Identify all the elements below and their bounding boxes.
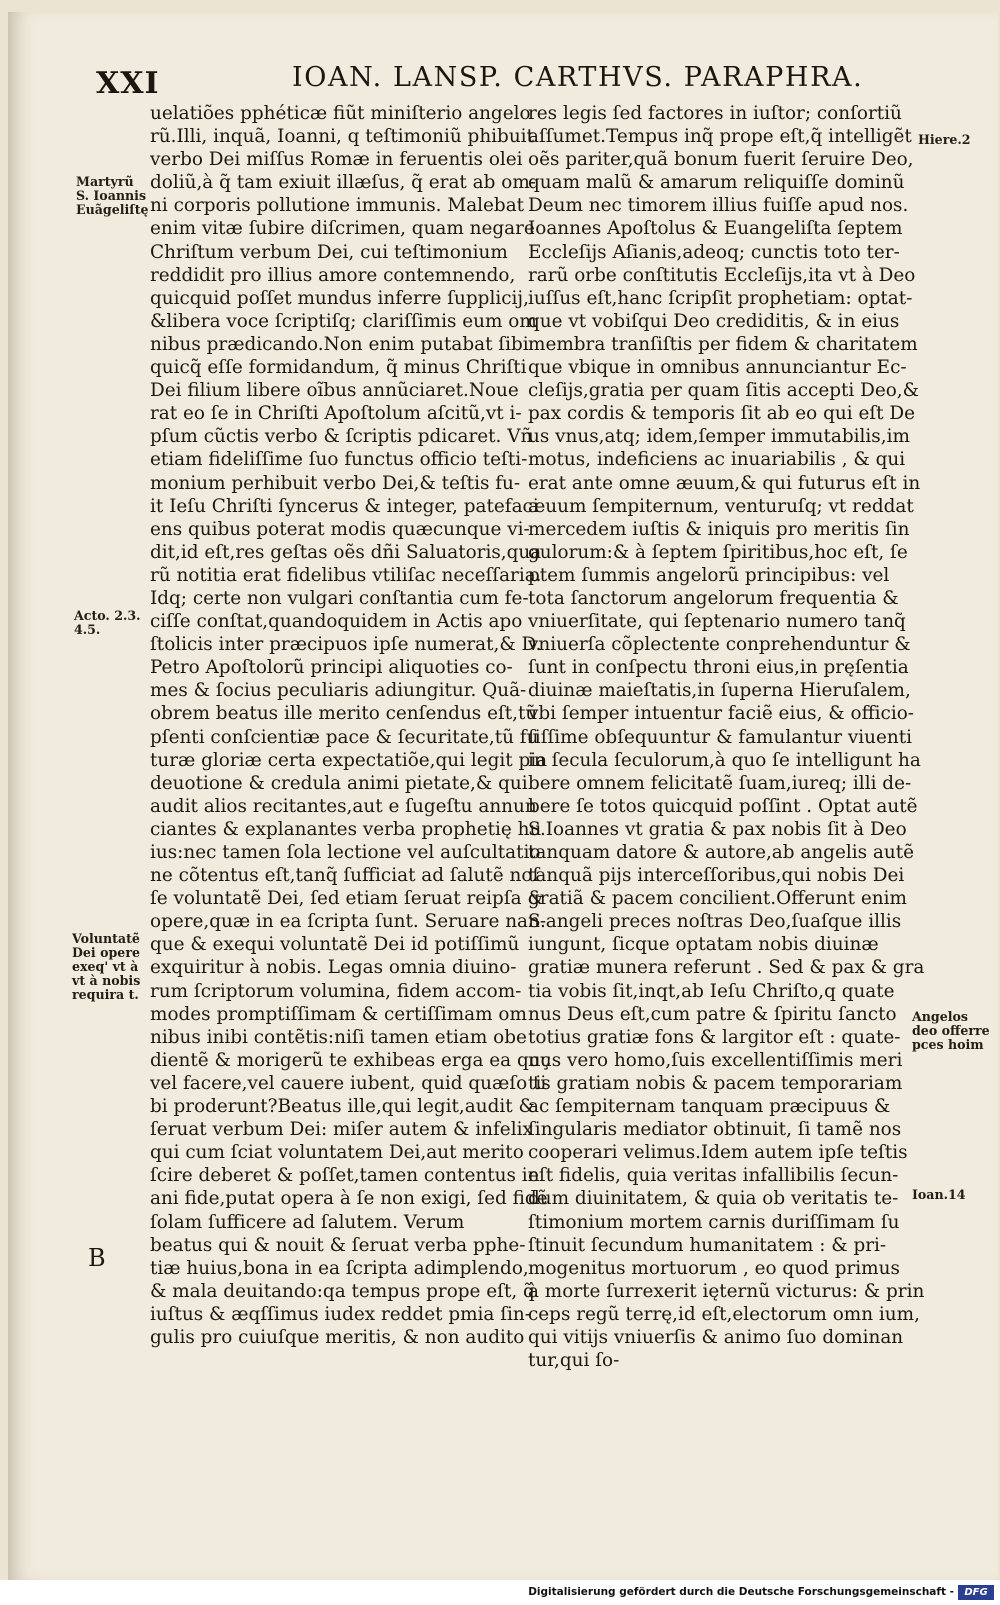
text-line: ſeruat verbum Dei: miſer autem & infelix bbox=[150, 1119, 533, 1141]
text-line: rũ notitia erat fidelibus vtiliſac neceſſaria. bbox=[150, 564, 542, 586]
margin-note-line: requira t. bbox=[72, 987, 139, 1002]
text-line: verbo Dei miſſus Romæ in feruentis olei bbox=[150, 149, 523, 171]
text-line: gulis pro cuiuſque meritis, & non audito bbox=[150, 1326, 525, 1348]
text-line: ne cõtentus eſt,tanq̃ ſufficiat ad ſalutẽ noſ bbox=[150, 865, 540, 887]
text-line: quicq̃ eſſe formidandum, q̃ minus Chriſti bbox=[150, 357, 527, 379]
margin-note-line: Ioan.14 bbox=[912, 1187, 966, 1202]
text-line: dit,id eſt,res geſtas oẽs dñi Saluatoris,qua bbox=[150, 541, 542, 563]
text-line: pax cordis & temporis ſit ab eo qui eſt De bbox=[528, 403, 915, 425]
text-line: qui cum ſciat voluntatem Dei,aut merito bbox=[150, 1142, 524, 1164]
text-line: ſolam ſufficere ad ſalutem. Verum bbox=[150, 1211, 465, 1233]
margin-note-line: Voluntatẽ bbox=[72, 931, 140, 946]
text-line: doliũ,à q̃ tam exiuit illæſus, q̃ erat ab om- bbox=[150, 172, 536, 194]
text-line: oẽs pariter,quã bonum fuerit ſeruire Deo, bbox=[528, 149, 914, 171]
text-line: dum diuinitatem, & quia ob veritatis te- bbox=[528, 1188, 899, 1210]
text-line: Ioannes Apoſtolus & Euangeliſta ſeptem bbox=[528, 218, 903, 240]
running-title: IOAN. LANSP. CARTHVS. PARAPHRA. bbox=[292, 62, 864, 93]
text-line: iungunt, ſicque optatam nobis diuinæ bbox=[528, 934, 879, 956]
text-line: rarũ orbe conſtitutis Eccleſijs,ita vt à Deo bbox=[528, 264, 916, 286]
text-line: ius:nec tamen ſola lectione vel auſcultatio bbox=[150, 842, 541, 863]
text-line: mes & ſocius peculiaris adiungitur. Quã- bbox=[150, 680, 527, 702]
footer-credit: Digitalisierung gefördert durch die Deutsche Forschungsgemeinschaft - bbox=[528, 1586, 954, 1598]
text-line: motus, indeficiens ac inuariabilis , & qui bbox=[528, 449, 906, 471]
text-line: à morte ſurrexerit ięternũ victurus: & prin bbox=[528, 1280, 925, 1302]
text-line: vniuerſa cõplectente conprehenduntur & bbox=[528, 634, 911, 656]
text-line: enim vitæ ſubire diſcrimen, quam negare bbox=[150, 218, 535, 240]
text-line: rũ.Illi, inquã, Ioanni, q teſtimoniũ phibuit bbox=[150, 126, 534, 148]
text-line: tia vobis ſit,inqt,ab Ieſu Chriſto,q quate bbox=[528, 980, 895, 1002]
text-line: dientẽ & morigerũ te exhibeas erga ea quç bbox=[150, 1049, 551, 1071]
text-line: ani fide,putat opera à ſe non exigi, ſed fidẽ bbox=[150, 1188, 548, 1210]
text-line: bere ſe totos quicquid poſſint . Optat autẽ bbox=[528, 795, 918, 817]
text-line: uelatiões pphéticæ fiũt miniſterio angelo bbox=[150, 103, 531, 124]
text-line: que vbique in omnibus annunciantur Ec- bbox=[528, 357, 907, 379]
text-line: totius gratiæ fons & largitor eſt : quate- bbox=[528, 1026, 901, 1048]
text-line: in ſecula ſeculorum,à quo ſe intelligunt ha bbox=[528, 749, 921, 771]
text-line: tota ſanctorum angelorum frequentia & bbox=[528, 587, 899, 609]
text-line: quicquid poſſet mundus inferre ſupplicij, bbox=[150, 287, 529, 309]
dfg-logo: DFG bbox=[958, 1585, 994, 1600]
margin-note-line: 4.5. bbox=[74, 622, 101, 637]
text-line: rum ſcriptorum volumina, fidem accom- bbox=[150, 980, 522, 1002]
margin-note-john bbox=[912, 1188, 966, 1202]
text-line: ac ſempiternam tanquam præcipuus & bbox=[528, 1096, 891, 1118]
text-line: Eccleſijs Aſianis,adeoq; cunctis toto ter- bbox=[528, 241, 900, 263]
text-line: vel facere,vel cauere iubent, quid quæſo ti bbox=[150, 1072, 547, 1094]
folio-number: XXI bbox=[96, 66, 160, 101]
signature-mark: B bbox=[88, 1244, 106, 1272]
text-line: tiæ huius,bona in ea ſcripta adimplendo, bbox=[150, 1257, 529, 1279]
text-line: ſunt in conſpectu throni eius,in pręſentia bbox=[528, 657, 909, 679]
text-line: ciantes & explanantes verba prophetię hu bbox=[150, 818, 542, 840]
text-line: ſe voluntatẽ Dei, ſed etiam ſeruat reipſa & bbox=[150, 888, 544, 910]
text-line: cooperari velimus.Idem autem ipſe teſtis bbox=[528, 1142, 908, 1164]
text-line: que vt vobiſqui Deo crediditis, & in eius bbox=[528, 310, 900, 332]
text-line: ſtinuit ſecundum humanitatem : & pri- bbox=[528, 1234, 887, 1256]
margin-note-line: Hiere.2 bbox=[918, 132, 971, 147]
text-line: æuum ſempiternum, venturuſq; vt reddat bbox=[528, 495, 914, 517]
text-line: Deum nec timorem illius fuiſſe apud nos. bbox=[528, 195, 909, 217]
text-line: beatus qui & nouit & ſeruat verba pphe- bbox=[150, 1234, 526, 1256]
text-line: tis gratiam nobis & pacem temporariam bbox=[528, 1072, 903, 1094]
text-line: it Ieſu Chriſti ſyncerus & integer, patefaci bbox=[150, 495, 539, 517]
margin-note-line: Euãgeliſtę bbox=[76, 202, 149, 217]
left-text-column bbox=[150, 102, 551, 1349]
text-line: tanquã pijs interceſſoribus,qui nobis Dei bbox=[528, 865, 905, 887]
margin-note-jeremiah bbox=[918, 133, 971, 147]
text-line: pſum cũctis verbo & ſcriptis pdicaret. Vñ bbox=[150, 426, 533, 448]
text-line: opere,quæ in ea ſcripta ſunt. Seruare nan- bbox=[150, 911, 547, 933]
text-line: ſcire deberet & poſſet,tamen contentus in bbox=[150, 1165, 540, 1187]
text-line: cleſijs,gratia per quam ſitis accepti Deo,& bbox=[528, 380, 920, 402]
text-line: res legis ſed factores in iuſtor; conſortiũ bbox=[528, 103, 902, 124]
text-line: monium perhibuit verbo Dei,& teſtis fu- bbox=[150, 472, 521, 494]
text-line: nibus inibi contẽtis:niſi tamen etiam obe bbox=[150, 1026, 527, 1048]
text-line: reddidit pro illius amore contemnendo, bbox=[150, 264, 516, 286]
text-line: Dei filium libere oĩbus annũciaret.Noue bbox=[150, 380, 519, 402]
text-line: Idq; certe non vulgari conſtantia cum fe- bbox=[150, 587, 529, 609]
text-line: que & exequi voluntatẽ Dei id potiſſimũ bbox=[150, 934, 520, 956]
right-text-column bbox=[528, 102, 925, 1372]
text-line: nus Deus eſt,cum patre & ſpiritu ſancto bbox=[528, 1003, 897, 1025]
margin-note-line: Acto. 2.3. bbox=[74, 608, 141, 623]
margin-note-line: Martyrũ bbox=[76, 174, 134, 189]
text-line: iuſtus & æqſſimus iudex reddet pmia ſin- bbox=[150, 1303, 531, 1325]
text-line: ciſſe conſtat,quandoquidem in Actis apo bbox=[150, 611, 523, 633]
margin-note-line: exeq' vt à bbox=[72, 959, 139, 974]
text-line: gratiæ munera referunt . Sed & pax & gra bbox=[528, 957, 925, 979]
text-line: ſtimonium mortem carnis duriſſimam ſu bbox=[528, 1211, 900, 1233]
text-line: ens quibus poterat modis quæcunque vi- bbox=[150, 518, 530, 540]
text-line: iuſſus eſt,hanc ſcripſit prophetiam: optat- bbox=[528, 287, 913, 309]
text-line: gratiã & pacem concilient.Offerunt enim bbox=[528, 888, 907, 910]
text-line: ſiſſime obſequuntur & famulantur viuenti bbox=[528, 726, 913, 748]
text-line: & mala deuitando:qa tempus prope eſt, q̃ bbox=[150, 1280, 535, 1302]
margin-note-angels bbox=[912, 1010, 990, 1052]
margin-note-line: S. Ioannis bbox=[76, 188, 147, 203]
text-line: exquiritur à nobis. Legas omnia diuino- bbox=[150, 957, 517, 979]
text-line: nibus prædicando.Non enim putabat ſibi bbox=[150, 333, 529, 355]
text-line: turæ gloriæ certa expectatiõe,qui legit pia bbox=[150, 749, 548, 771]
text-line: erat ante omne æuum,& qui futurus eſt in bbox=[528, 472, 921, 494]
text-line: qui vitijs vniuerſis & animo ſuo dominan bbox=[528, 1326, 904, 1348]
footer-bar bbox=[0, 1580, 1000, 1605]
text-line: rat eo ſe in Chriſti Apoſtolum aſcitũ,vt i- bbox=[150, 403, 522, 425]
text-line: vbi ſemper intuentur faciẽ eius, & officio- bbox=[528, 703, 914, 725]
text-line: ptem ſummis angelorũ principibus: vel bbox=[528, 564, 890, 586]
margin-note-line: Dei opere bbox=[72, 945, 140, 960]
margin-note-line: vt à nobis bbox=[72, 973, 141, 988]
margin-note-line: Angelos bbox=[912, 1009, 969, 1024]
text-line: S.angeli preces noſtras Deo,ſuaſque illis bbox=[528, 911, 902, 933]
text-line: Petro Apoſtolorũ principi aliquoties co- bbox=[150, 657, 513, 679]
text-line: Chriſtum verbum Dei, cui teſtimonium bbox=[150, 241, 508, 263]
text-line: bi proderunt?Beatus ille,qui legit,audit & bbox=[150, 1096, 535, 1118]
text-line: S.Ioannes vt gratia & pax nobis ſit à Deo bbox=[528, 818, 907, 840]
text-line: tur,qui ſo- bbox=[528, 1350, 620, 1372]
text-line: eſt fidelis, quia veritas infallibilis ſecun- bbox=[528, 1165, 899, 1187]
text-line: &libera voce ſcriptiſq; clariſſimis eum om bbox=[150, 310, 537, 332]
text-line: vniuerſitate, qui ſeptenario numero tanq̃ bbox=[528, 611, 906, 633]
text-line: nus vero homo,ſuis excellentiſſimis meri bbox=[528, 1049, 903, 1071]
text-line: deuotione & credula animi pietate,& qui bbox=[150, 772, 528, 794]
margin-note-acts bbox=[74, 609, 141, 637]
margin-note-line: deo offerre bbox=[912, 1023, 990, 1038]
text-line: etiam fideliſſime ſuo functus officio teſti- bbox=[150, 449, 528, 471]
text-line: aſſumet.Tempus inq̃ prope eſt,q̃ intelligẽt bbox=[528, 126, 912, 148]
text-line: modes promptiſſimam & certiſſimam om bbox=[150, 1003, 527, 1025]
margin-note-will bbox=[72, 932, 140, 1002]
text-line: tanquam datore & autore,ab angelis autẽ bbox=[528, 842, 914, 863]
text-line: membra tranſiſtis per fidem & charitatem bbox=[528, 333, 918, 355]
text-line: bere omnem felicitatẽ ſuam,iureq; illi de- bbox=[528, 772, 912, 794]
text-line: ceps regũ terrę,id eſt,electorum omn ium, bbox=[528, 1303, 920, 1325]
text-line: pſenti conſcientiæ pace & ſecuritate,tũ fu bbox=[150, 726, 539, 748]
margin-note-martyrdom bbox=[76, 175, 149, 217]
text-line: ſtolicis inter præcipuos ipſe numerat,& D. bbox=[150, 634, 542, 656]
text-line: diuinæ maieſtatis,in ſuperna Hieruſalem, bbox=[528, 680, 911, 702]
text-line: mogenitus mortuorum , eo quod primus bbox=[528, 1257, 900, 1279]
text-line: audit alios recitantes,aut e ſugeſtu annun bbox=[150, 795, 537, 817]
text-line: ni corporis pollutione immunis. Malebat bbox=[150, 195, 525, 217]
text-line: obrem beatus ille merito cenſendus eſt,tũ bbox=[150, 703, 538, 725]
text-line: mercedem iuſtis & iniquis pro meritis ſin bbox=[528, 518, 910, 540]
text-line: us vnus,atq; idem,ſemper immutabilis,im bbox=[528, 426, 910, 448]
text-line: ſingularis mediator obtinuit, ſi tamẽ nos bbox=[528, 1119, 902, 1141]
margin-note-line: pces hoim bbox=[912, 1037, 984, 1052]
text-line: quam malũ & amarum reliquiſſe dominũ bbox=[528, 172, 905, 194]
text-line: gulorum:& à ſeptem ſpiritibus,hoc eſt, ſe bbox=[528, 541, 908, 563]
